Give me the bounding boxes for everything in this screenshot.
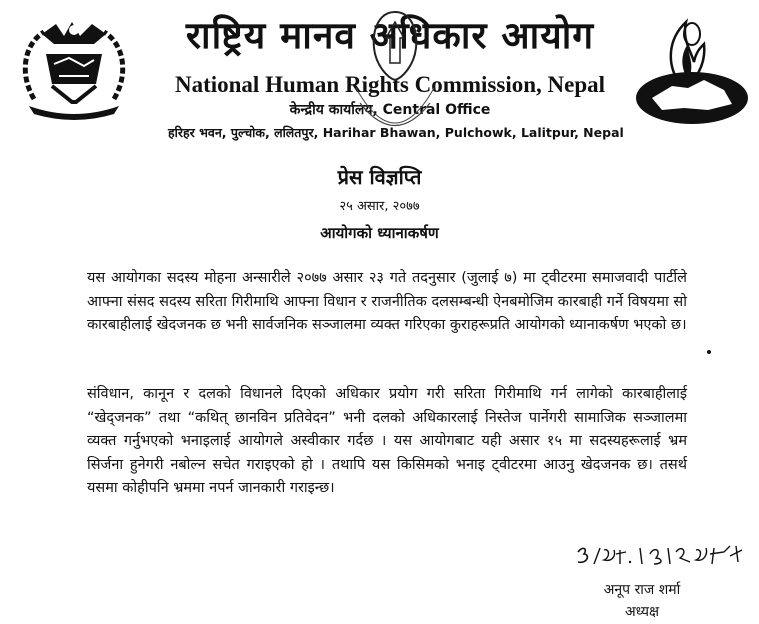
nhrc-flame-map-logo-icon bbox=[628, 14, 750, 126]
office-address: हरिहर भवन, पुल्चोक, ललितपुर, Harihar Bhawan, Pulchowk, Lalitpur, Nepal bbox=[168, 125, 624, 140]
press-release-heading: प्रेस विज्ञप्ति bbox=[337, 165, 422, 189]
release-subject: आयोगको ध्यानाकर्षण bbox=[320, 224, 439, 242]
signer-name: अनूप राज शर्मा bbox=[603, 582, 681, 598]
body-paragraph-1: यस आयोगका सदस्य मोहना अन्सारीले २०७७ असार २३ गते तदनुसार (जुलाई ७) मा ट्वीटरमा समाजवादी पार्टीले आफ्ना संसद सदस्य सरिता गिरीमाथि आफ्ना विधान र राजनीतिक दलसम्बन्धी ऐनबमोजिम कारबाही गर्ने विषयमा सो कारबाहीलाई खेदजनक छ भनी सार्वजनिक सञ्जालमा व्यक्त गरिएका कुराहरूप्रति आयोगको ध्यानाकर्षण भएको छ। bbox=[87, 270, 687, 333]
handwritten-signature bbox=[570, 540, 750, 576]
release-date: २५ असार, २०७७ bbox=[339, 199, 420, 214]
commission-name-nepali: राष्ट्रिय मानव अधिकार आयोग bbox=[185, 14, 595, 57]
office-label: केन्द्रीय कार्यालय, Central Office bbox=[289, 102, 491, 118]
ink-speck bbox=[707, 350, 711, 354]
body-paragraph-2: संविधान, कानून र दलको विधानले दिएको अधिकार प्रयोग गरी सरिता गिरीमाथि गर्न लागेको कारबाहीलाई “खेद्जनक” तथा “कथित् छानविन प्रतिवेदन” भनी दलको अधिकारलाई निस्तेज पार्नेगरी सामाजिक सञ्जालमा व्यक्त गर्नुभएको भनाइलाई आयोगले अस्वीकार गर्दछ । यस आयोगबाट यही असार १५ मा सदस्यहरूलाई भ्रम सिर्जना हुनेगरी नबोल्न सचेत गराइएको हो । तथापि यस किसिमको भनाइ ट्वीटरमा आउनु खेदजनक छ। तसर्थ यसमा कोहीपनि भ्रममा नपर्न जानकारी गराइन्छ। bbox=[87, 386, 687, 496]
commission-name-english: National Human Rights Commission, Nepal bbox=[174, 72, 606, 97]
signer-designation: अध्यक्ष bbox=[624, 604, 660, 620]
nepal-coat-of-arms-icon bbox=[14, 14, 134, 124]
official-seal-stamp-icon bbox=[350, 8, 440, 143]
